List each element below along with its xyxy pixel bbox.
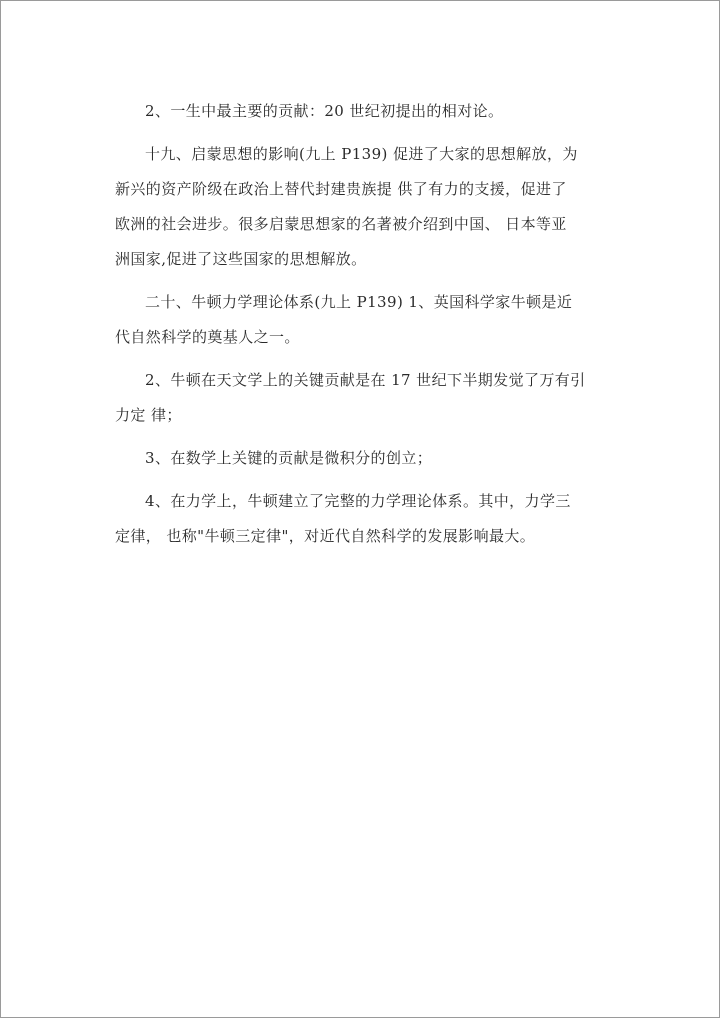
paragraph-enlightenment-influence <box>115 137 615 277</box>
document-body <box>115 94 615 554</box>
paragraph-einstein-contribution <box>115 94 615 129</box>
paragraph-newton-laws <box>115 484 615 554</box>
text-line: 2、一生中最主要的贡献：20 世纪初提出的相对论。 <box>145 102 504 120</box>
text-line: 4、在力学上，牛顿建立了完整的力学理论体系。其中，力学三 <box>145 492 571 510</box>
text-line: 定律， 也称"牛顿三定律"，对近代自然科学的发展影响最大。 <box>115 527 536 545</box>
text-line: 力定 律； <box>115 406 182 424</box>
text-line: 3、在数学上关键的贡献是微积分的创立； <box>145 449 433 467</box>
text-line: 代自然科学的奠基人之一。 <box>115 328 300 346</box>
text-line: 新兴的资产阶级在政治上替代封建贵族提 供了有力的支援，促进了 <box>115 180 567 198</box>
text-line: 欧洲的社会进步。很多启蒙思想家的名著被介绍到中国、 日本等亚 <box>115 215 567 233</box>
text-line: 十九、启蒙思想的影响(九上 P139) 促进了大家的思想解放，为 <box>145 145 578 163</box>
paragraph-newton-astronomy <box>115 363 615 433</box>
text-line: 洲国家,促进了这些国家的思想解放。 <box>115 250 367 268</box>
text-line: 2、牛顿在天文学上的关键贡献是在 17 世纪下半期发觉了万有引 <box>145 371 586 389</box>
text-line: 二十、牛顿力学理论体系(九上 P139) 1、英国科学家牛顿是近 <box>145 293 573 311</box>
paragraph-newton-mechanics <box>115 285 615 355</box>
paragraph-newton-calculus <box>115 441 615 476</box>
